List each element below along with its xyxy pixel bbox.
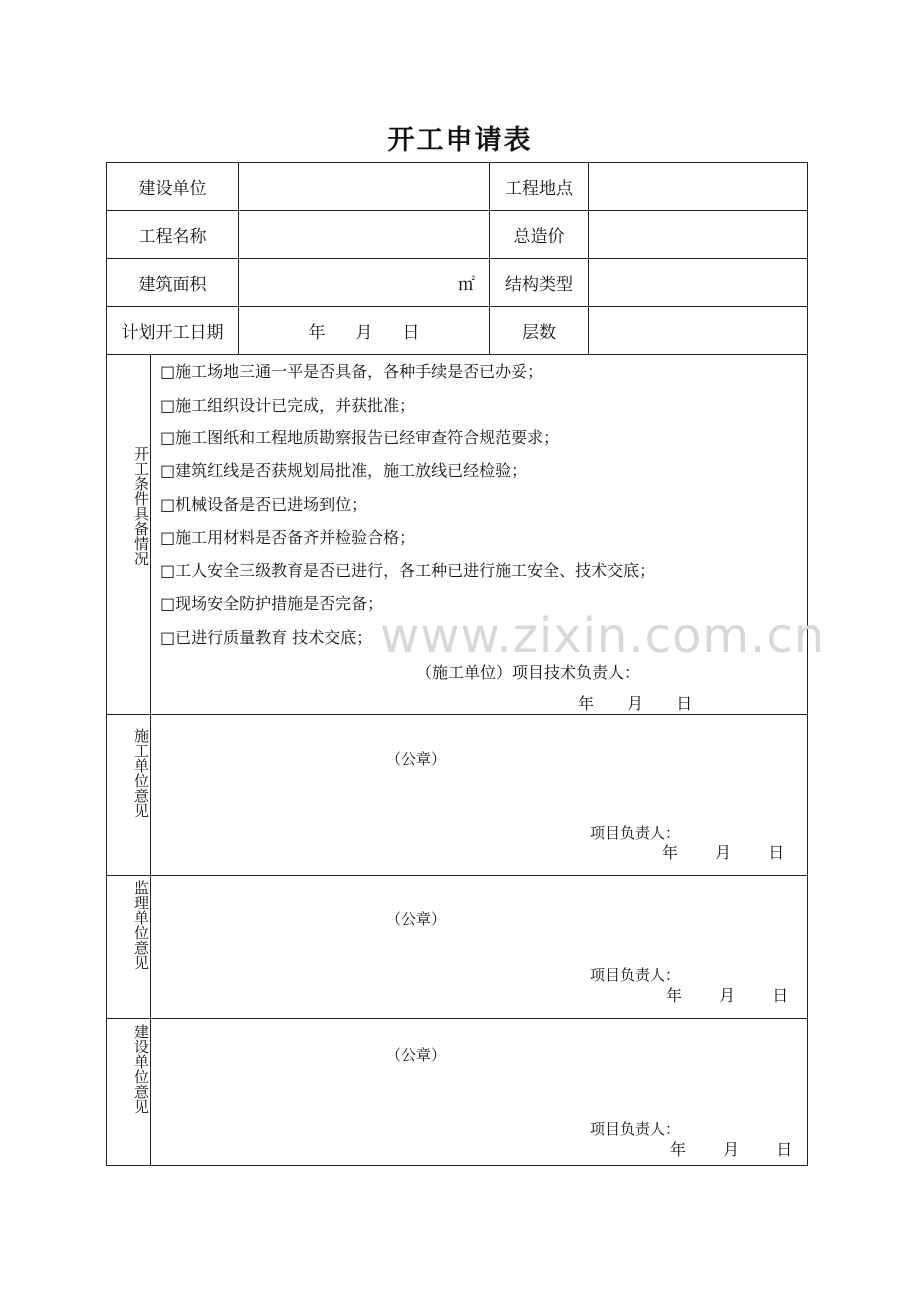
- date-month: 月: [723, 1140, 740, 1159]
- condition-item[interactable]: □施工场地三通一平是否具备，各种手续是否已办妥；: [160, 362, 544, 381]
- label-project-location: 工程地点: [505, 179, 573, 199]
- label-total-cost: 总造价: [513, 227, 565, 247]
- building-area-field[interactable]: [239, 259, 489, 306]
- condition-item[interactable]: □施工组织设计已完成，并获批准；: [160, 396, 416, 415]
- project-lead-signer: 项目负责人：: [590, 824, 681, 842]
- label-planned-start-date: 计划开工日期: [121, 323, 224, 343]
- conditions-date: [578, 691, 692, 714]
- project-lead-signer: 项目负责人：: [590, 966, 681, 984]
- construction-unit-field[interactable]: [239, 163, 489, 210]
- label-building-area: 建筑面积: [138, 275, 207, 295]
- date-day: 日: [776, 1140, 793, 1159]
- official-seal: （公章）: [386, 750, 447, 768]
- date-month: 月: [355, 323, 373, 343]
- watermark: www.zixin.com.cn: [380, 608, 826, 664]
- date-day: 日: [772, 986, 789, 1005]
- condition-item[interactable]: □施工用材料是否备齐并检验合格；: [160, 528, 416, 547]
- date-year: 年: [666, 986, 683, 1005]
- floors-field[interactable]: [589, 307, 807, 354]
- official-seal: （公章）: [386, 1046, 447, 1064]
- condition-item[interactable]: □现场安全防护措施是否完备；: [160, 594, 384, 613]
- project-name-field[interactable]: [239, 211, 489, 258]
- project-location-field[interactable]: [589, 163, 807, 210]
- label-floors: 层数: [522, 323, 556, 343]
- label-project-name: 工程名称: [138, 227, 207, 247]
- date-day: 日: [768, 843, 785, 862]
- condition-item[interactable]: □工人安全三级教育是否已进行，各工种已进行施工安全、技术交底；: [160, 561, 656, 580]
- total-cost-field[interactable]: [589, 211, 807, 258]
- label-construction-unit: 建设单位: [138, 179, 207, 199]
- date-year: 年: [670, 1140, 687, 1159]
- condition-item[interactable]: □施工图纸和工程地质勘察报告已经审查符合规范要求；: [160, 428, 560, 447]
- contractor-opinion-label: 施工单位意见: [132, 728, 150, 818]
- date-day: 日: [676, 694, 693, 713]
- condition-item[interactable]: □机械设备是否已进场到位；: [160, 495, 368, 514]
- date-year: 年: [578, 694, 595, 713]
- supervisor-opinion-label: 监理单位意见: [132, 880, 150, 970]
- condition-item[interactable]: □已进行质量教育 技术交底；: [160, 628, 373, 647]
- date-month: 月: [715, 843, 732, 862]
- project-lead-signer: 项目负责人：: [590, 1120, 681, 1138]
- official-seal: （公章）: [386, 910, 447, 928]
- date-year: 年: [662, 843, 679, 862]
- date-day: 日: [402, 323, 420, 343]
- structure-type-field[interactable]: [589, 259, 807, 306]
- date-month: 月: [719, 986, 736, 1005]
- date-year: 年: [308, 323, 326, 343]
- opinion-date: [670, 1137, 792, 1160]
- label-structure-type: 结构类型: [505, 275, 573, 295]
- opinion-date: [662, 840, 784, 863]
- date-month: 月: [627, 694, 644, 713]
- conditions-side-label: 开工条件具备情况: [132, 446, 150, 566]
- page-title: 开工申请表: [387, 125, 533, 156]
- condition-item[interactable]: □建筑红线是否获规划局批准，施工放线已经检验；: [160, 461, 528, 480]
- technical-lead-signer: （施工单位）项目技术负责人：: [416, 663, 641, 682]
- planned-start-date-field[interactable]: [239, 307, 489, 354]
- area-unit: ㎡: [458, 275, 475, 295]
- owner-opinion-label: 建设单位意见: [132, 1024, 150, 1114]
- opinion-date: [666, 983, 788, 1006]
